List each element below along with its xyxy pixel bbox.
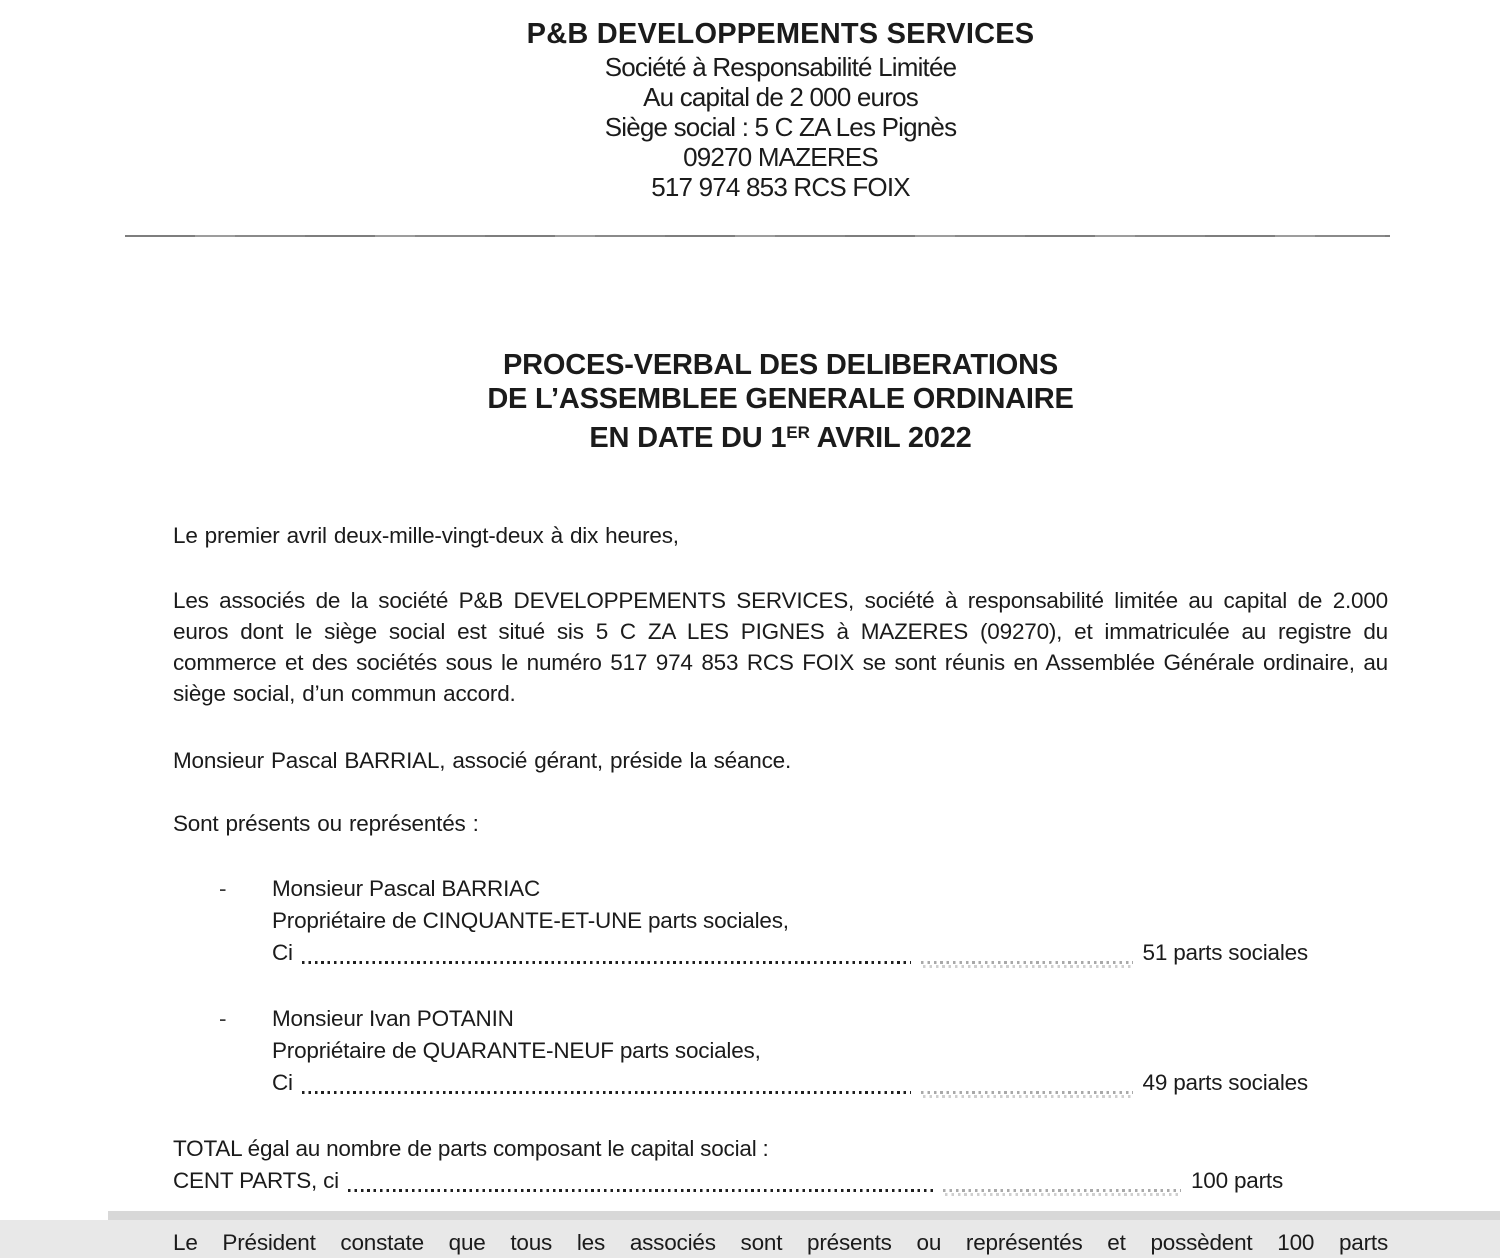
leader-label: Ci — [272, 1070, 293, 1095]
total-parts-value: 100 parts — [1190, 1168, 1283, 1193]
title-line-2: DE L’ASSEMBLEE GENERALE ORDINAIRE — [487, 383, 1074, 415]
title-line-3 — [173, 416, 1388, 455]
shareholder-parts-value: 49 parts sociales — [1142, 1070, 1308, 1095]
letterhead-rcs: 517 974 853 RCS FOIX — [651, 172, 910, 202]
letterhead-legal-form: Société à Responsabilité Limitée — [604, 52, 957, 82]
letterhead — [173, 0, 1388, 202]
scan-edge-artifact — [108, 1211, 1500, 1220]
dot-leader-faded — [921, 1067, 1133, 1099]
total-leader-label: CENT PARTS, ci — [173, 1168, 339, 1193]
convocation-paragraph: Les associés de la société P&B DEVELOPPEMENTS SERVICES, société à responsabilité limitée au capital de 2.000 euros dont le siège social est situé sis 5 C ZA LES PIGNES à MAZERES (09270), et immatriculée au registre du commerce et des sociétés sous le numéro 517 974 853 RCS FOIX se sont réunis en Assemblée Générale ordinaire, au siège social, d’un commun accord. — [173, 588, 1388, 706]
title-date-ordinal-superscript: ER — [786, 423, 810, 442]
shareholder-name: Monsieur Pascal BARRIAC — [272, 876, 540, 901]
opening-paragraph: Le premier avril deux-mille-vingt-deux à dix heures, — [173, 523, 679, 548]
shareholder-parts-row — [272, 1067, 1308, 1099]
total-block — [173, 1133, 1388, 1197]
dot-leader — [348, 1165, 933, 1197]
closing-paragraph: Le Président constate que tous les associés sont présents ou représentés et possèdent 100 parts — [173, 1230, 1388, 1255]
shareholder-item-potanin — [173, 1003, 1388, 1099]
dot-leader — [302, 1067, 911, 1099]
letterhead-city: 09270 MAZERES — [683, 142, 878, 172]
title-line-1: PROCES-VERBAL DES DELIBERATIONS — [502, 349, 1059, 381]
dot-leader-faded — [943, 1165, 1181, 1197]
dot-leader-faded — [921, 937, 1133, 969]
shareholder-parts-row — [272, 937, 1308, 969]
dash-bullet: - — [219, 1006, 227, 1031]
horizontal-divider — [125, 235, 1390, 237]
document-title — [173, 348, 1388, 455]
title-date-suffix: AVRIL 2022 — [809, 422, 972, 454]
shareholder-parts-value: 51 parts sociales — [1142, 940, 1308, 965]
shareholder-item-barriac — [173, 873, 1388, 969]
dot-leader — [302, 937, 911, 969]
total-parts-row — [173, 1165, 1283, 1197]
shareholder-ownership: Propriétaire de CINQUANTE-ET-UNE parts sociales, — [272, 908, 789, 933]
title-date-prefix: EN DATE DU 1 — [589, 422, 787, 454]
leader-label: Ci — [272, 940, 293, 965]
company-name: P&B DEVELOPPEMENTS SERVICES — [526, 18, 1035, 50]
letterhead-capital: Au capital de 2 000 euros — [643, 82, 918, 112]
shareholder-ownership: Propriétaire de QUARANTE-NEUF parts sociales, — [272, 1038, 761, 1063]
shareholder-name: Monsieur Ivan POTANIN — [272, 1006, 514, 1031]
total-intro: TOTAL égal au nombre de parts composant le capital social : — [173, 1136, 769, 1161]
letterhead-address: Siège social : 5 C ZA Les Pignès — [604, 112, 957, 142]
attendance-intro: Sont présents ou représentés : — [173, 811, 479, 836]
president-paragraph: Monsieur Pascal BARRIAL, associé gérant, préside la séance. — [173, 748, 792, 773]
dash-bullet: - — [219, 876, 227, 901]
